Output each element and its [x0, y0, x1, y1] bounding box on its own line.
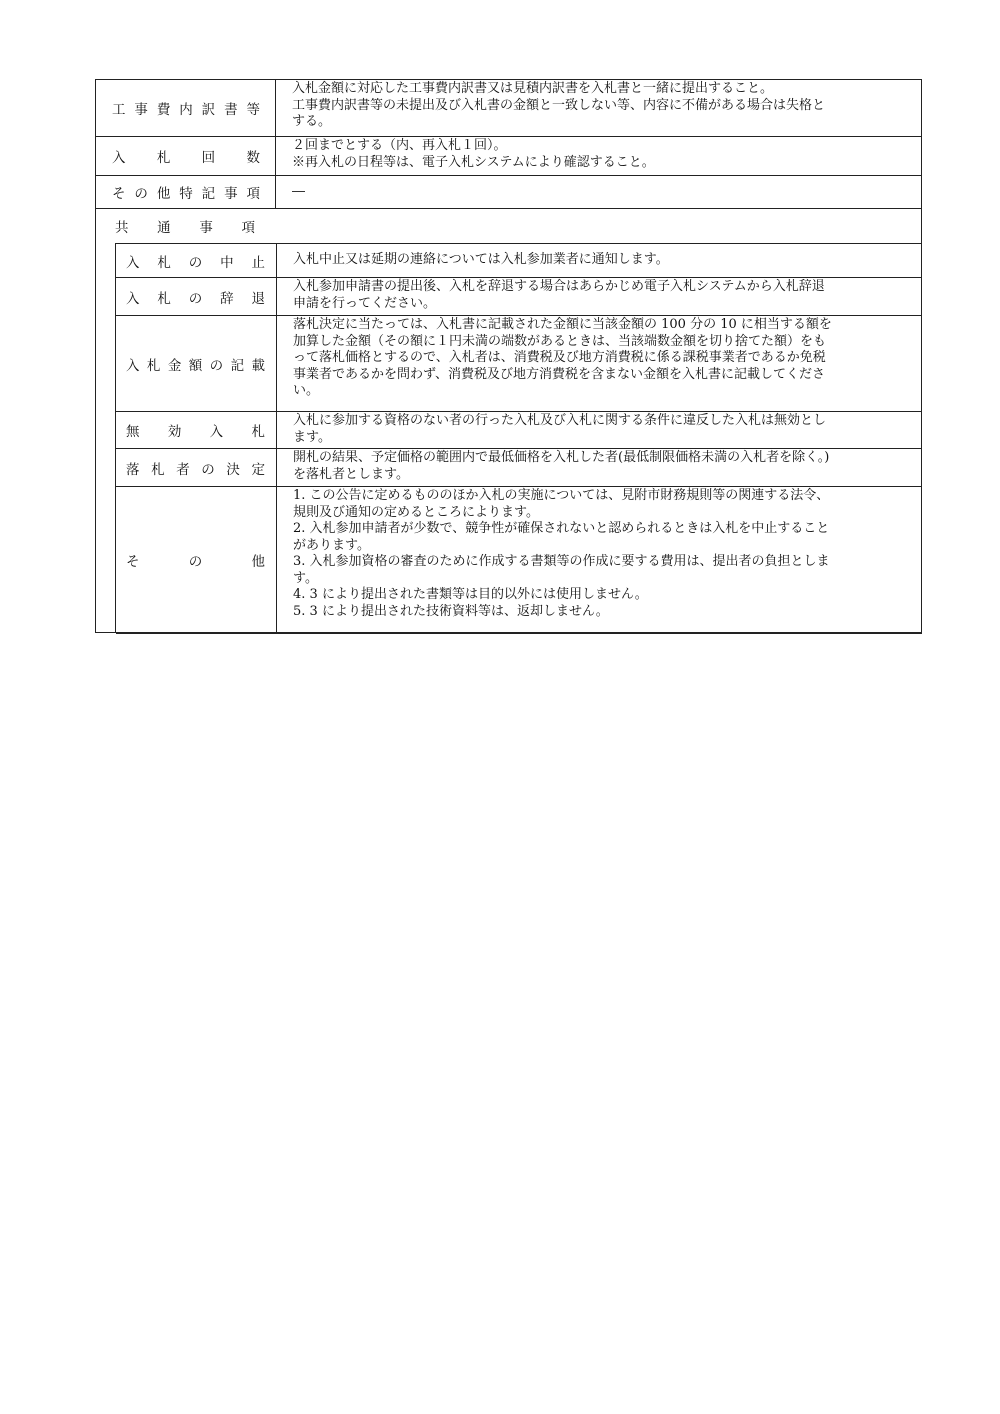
content-line: 入札に参加する資格のない者の行った入札及び入札に関する条件に違反した入札は無効とし — [293, 413, 827, 428]
row-label-text: 工事費内訳書等 — [112, 102, 261, 118]
row-label — [116, 487, 277, 633]
content-line: ※再入札の日程等は、電子入札システムにより確認すること。 — [292, 154, 655, 170]
table-row — [116, 243, 922, 277]
content-line: 加算した金額（その額に１円未満の端数があるときは、当該端数金額を切り捨てた額）をも — [293, 333, 827, 349]
content-line: ２回までとする（内、再入札１回）。 — [292, 138, 507, 153]
row-content — [277, 278, 922, 315]
content-line: する。 — [292, 114, 332, 129]
row-label-text: その他 — [126, 554, 266, 570]
content-line: 5. 3 により提出された技術資料等は、返却しません。 — [293, 603, 609, 619]
content-line: 申請を行ってください。 — [293, 295, 437, 311]
row-content — [276, 176, 921, 208]
content-line: 入札金額に対応した工事費内訳書又は見積内訳書を入札書と一緒に提出すること。 — [292, 81, 774, 96]
common-items-table — [115, 243, 922, 633]
row-content — [276, 137, 921, 175]
content-line: 4. 3 により提出された書類等は目的以外には使用しません。 — [293, 587, 648, 602]
row-label-text: 入札金額の記載 — [126, 357, 266, 374]
row-label-text: 落札者の決定 — [126, 461, 266, 478]
table-row — [96, 176, 921, 209]
row-content — [277, 487, 922, 633]
row-label — [96, 137, 276, 175]
content-line: を落札者とします。 — [293, 466, 409, 482]
section-title — [115, 209, 255, 243]
content-line: ます。 — [293, 429, 331, 445]
content-line: 規則及び通知の定めるところによります。 — [293, 504, 539, 520]
table-row — [116, 486, 922, 634]
content-line: 入札中止又は延期の連絡については入札参加業者に通知します。 — [293, 252, 669, 268]
row-label — [96, 80, 276, 136]
table-row — [96, 137, 921, 176]
row-label — [116, 316, 277, 411]
table-row — [116, 411, 922, 448]
content-line: ― — [292, 183, 305, 199]
row-label-text: その他特記事項 — [112, 186, 261, 202]
common-section-header — [96, 209, 921, 243]
table-row — [116, 448, 922, 486]
content-line: 開札の結果、予定価格の範囲内で最低価格を入札した者(最低制限価格未満の入札者を除く。) — [293, 450, 830, 465]
row-label — [96, 176, 276, 208]
content-line: って落札価格とするので、入札者は、消費税及び地方消費税に係る課税事業者であるか免税 — [293, 350, 826, 365]
row-label-text: 入札回数 — [112, 150, 261, 166]
row-content — [277, 316, 922, 411]
row-label — [116, 449, 277, 486]
row-content — [277, 244, 922, 277]
content-line: 工事費内訳書等の未提出及び入札書の金額と一致しない等、内容に不備がある場合は失格と — [292, 97, 826, 113]
row-label — [116, 278, 277, 315]
row-label — [116, 412, 277, 448]
section-title-text: 共通事項 — [115, 220, 255, 236]
content-line: 1. この公告に定めるもののほか入札の実施については、見附市財務規則等の関連する法令、 — [293, 488, 830, 503]
content-line: す。 — [293, 570, 318, 586]
row-content — [276, 80, 921, 136]
row-content — [277, 449, 922, 486]
content-line: 落札決定に当たっては、入札書に記載された金額に当該金額の 100 分の 10 に相当する額を — [293, 317, 832, 332]
content-line: 2. 入札参加申請者が少数で、競争性が確保されないと認められるときは入札を中止すること — [293, 521, 830, 536]
content-line: 入札参加申請書の提出後、入札を辞退する場合はあらかじめ電子入札システムから入札辞退 — [293, 279, 825, 294]
row-label-text: 入札の辞退 — [126, 290, 266, 307]
row-label-text: 無効入札 — [126, 424, 266, 440]
row-label — [116, 244, 277, 277]
content-line: 3. 入札参加資格の審査のために作成する書類等の作成に要する費用は、提出者の負担としま — [293, 554, 830, 569]
row-label-text: 入札の中止 — [126, 254, 266, 271]
table-row — [116, 277, 922, 315]
conditions-table — [95, 79, 922, 633]
content-line: い。 — [293, 383, 320, 398]
content-line: があります。 — [293, 537, 370, 553]
content-line: 事業者であるかを問わず、消費税及び地方消費税を含まない金額を入札書に記載してくださ — [293, 366, 825, 382]
table-row — [96, 80, 921, 137]
table-row — [116, 315, 922, 411]
row-content — [277, 412, 922, 448]
